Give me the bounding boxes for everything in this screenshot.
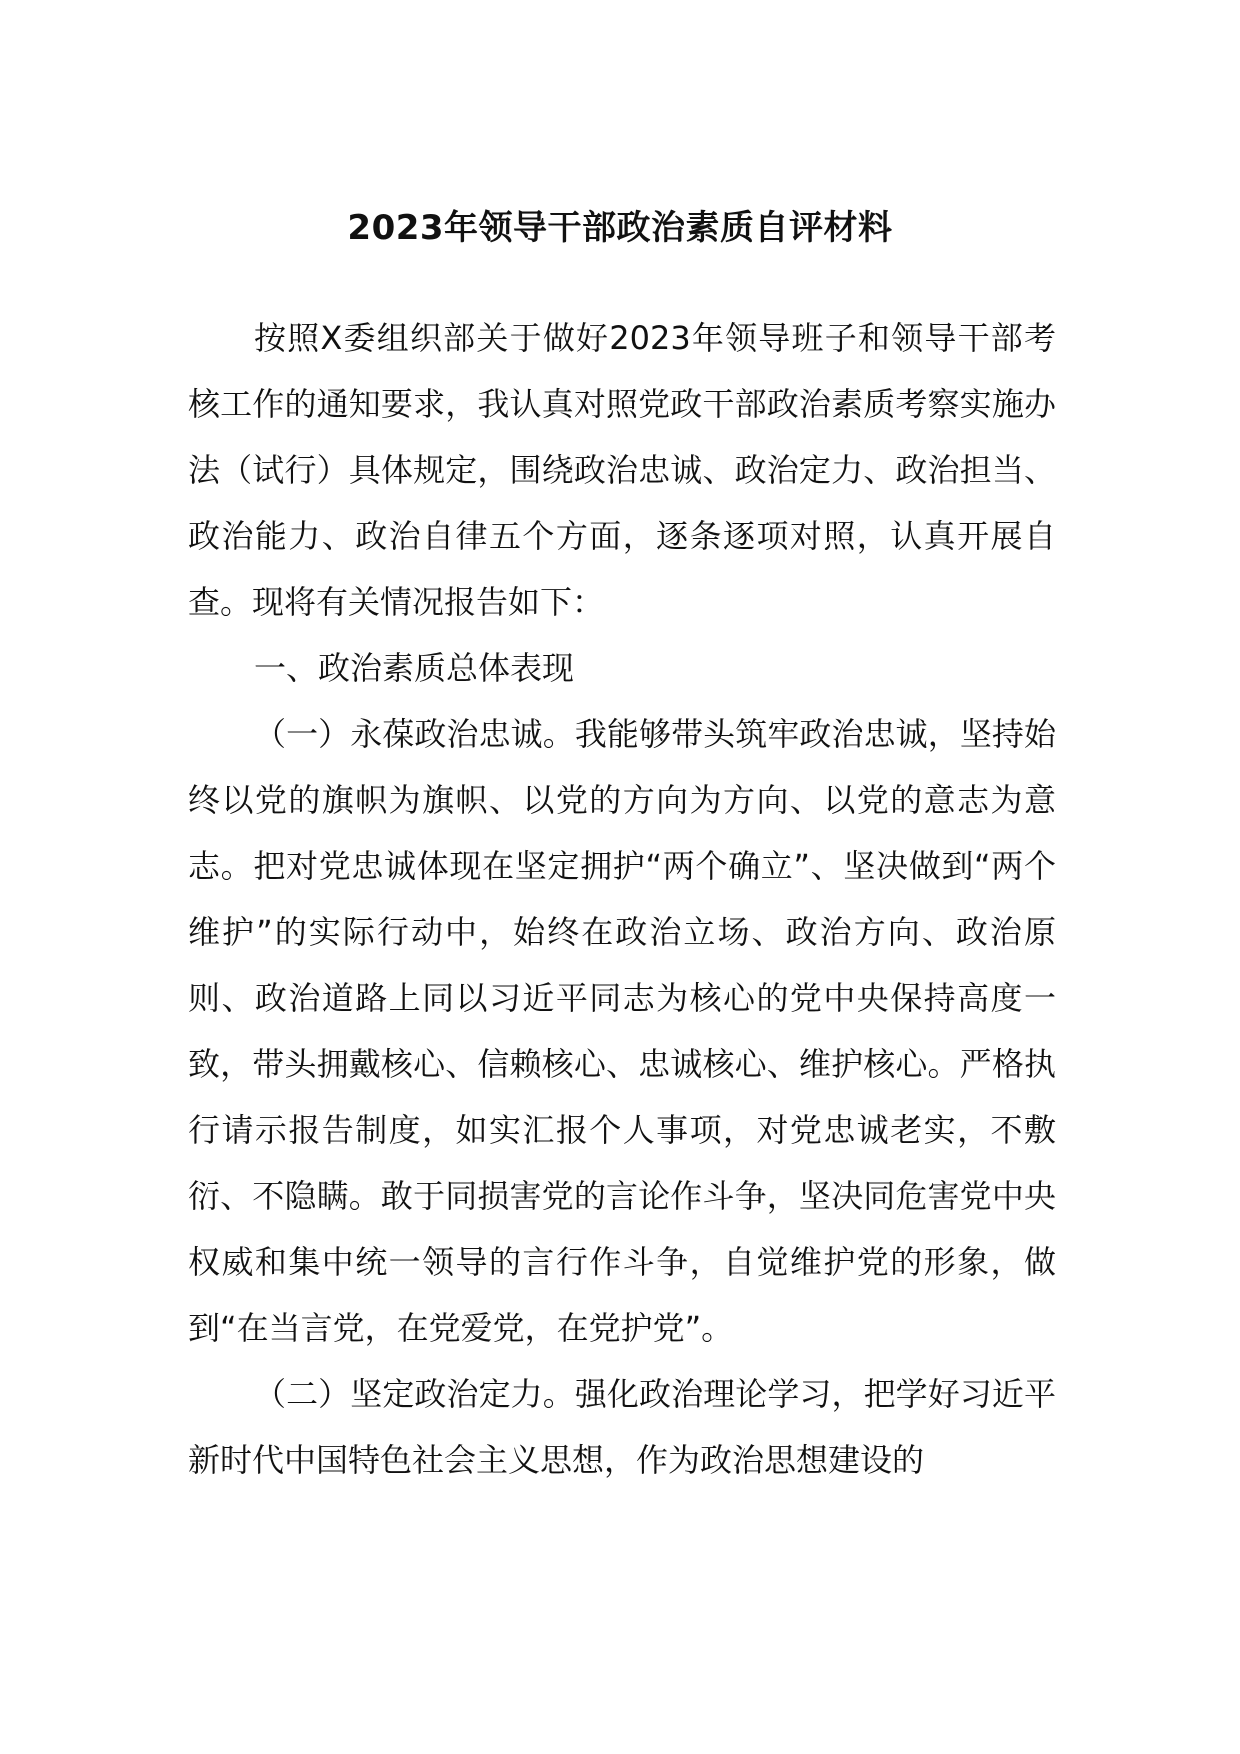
subsection-paragraph-1: （一）永葆政治忠诚。我能够带头筑牢政治忠诚，坚持始终以党的旗帜为旗帜、以党的方向为方向、以党的意志为意志。把对党忠诚体现在坚定拥护“两个确立”、坚决做到“两个维护”的实际行动中，始终在政治立场、政治方向、政治原则、政治道路上同以习近平同志为核心的党中央保持高度一致，带头拥戴核心、信赖核心、忠诚核心、维护核心。严格执行请示报告制度，如实汇报个人事项，对党忠诚老实，不敷衍、不隐瞒。敢于同损害党的言论作斗争，坚决同危害党中央权威和集中统一领导的言行作斗争，自觉维护党的形象，做到“在当言党，在党爱党，在党护党”。 xyxy=(188,715,1056,1347)
document-body xyxy=(188,305,1056,1493)
subsection-paragraph-2: （二）坚定政治定力。强化政治理论学习，把学好习近平新时代中国特色社会主义思想，作为政治思想建设的 xyxy=(188,1375,1056,1479)
document-title: 2023年领导干部政治素质自评材料 xyxy=(347,208,893,248)
section-heading-1: 一、政治素质总体表现 xyxy=(254,649,575,687)
intro-paragraph: 按照X委组织部关于做好2023年领导班子和领导干部考核工作的通知要求，我认真对照党政干部政治素质考察实施办法（试行）具体规定，围绕政治忠诚、政治定力、政治担当、政治能力、政治自律五个方面，逐条逐项对照，认真开展自查。现将有关情况报告如下： xyxy=(188,319,1056,621)
